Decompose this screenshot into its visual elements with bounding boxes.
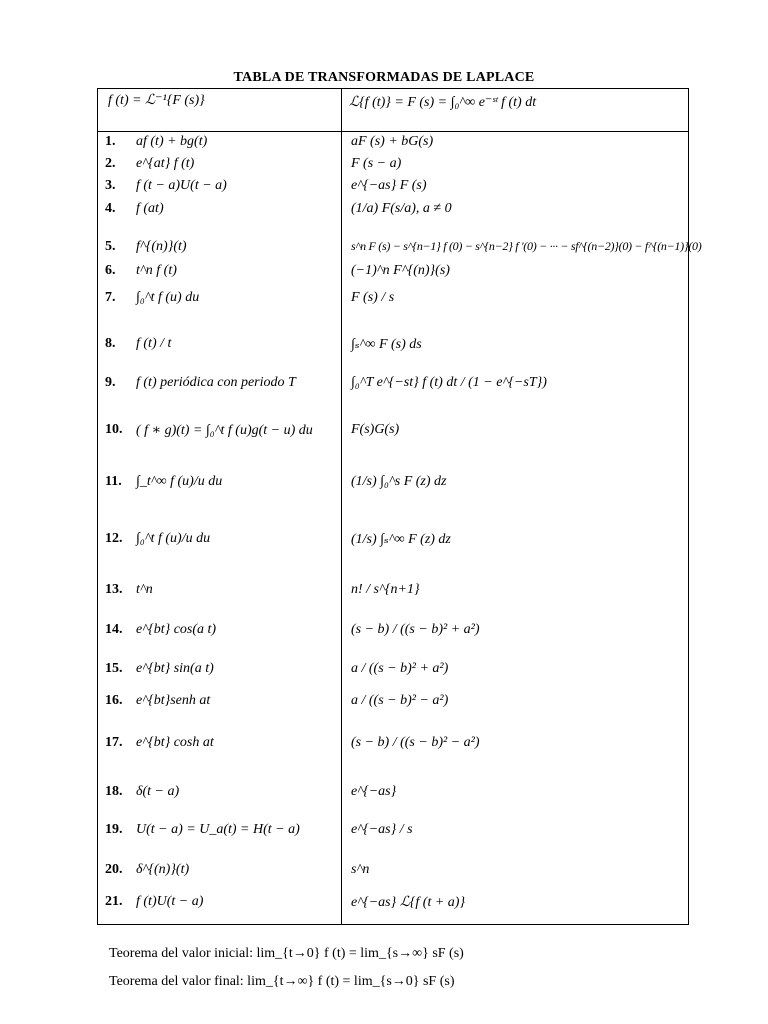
time-function: t^n	[136, 582, 153, 597]
laplace-transform: ∫ₛ^∞ F (s) ds	[351, 337, 422, 352]
time-function: e^{bt} cosh at	[136, 735, 214, 750]
time-function: δ^{(n)}(t)	[136, 862, 190, 877]
laplace-transform: n! / s^{n+1}	[351, 582, 420, 597]
row-number: 1.	[105, 134, 116, 149]
laplace-transform: s^n F (s) − s^{n−1} f (0) − s^{n−2} f '(0) − ··· − sf^{(n−2)}(0) − f^{(n−1)}(0)	[351, 239, 702, 253]
row-number: 13.	[105, 582, 123, 597]
laplace-transform: F (s − a)	[351, 156, 402, 171]
row-number: 12.	[105, 531, 123, 546]
laplace-transform: (1/s) ∫₀^s F (z) dz	[351, 474, 447, 489]
time-function: ∫₀^t f (u) du	[136, 290, 200, 305]
row-number: 17.	[105, 735, 123, 750]
laplace-transform: F (s) / s	[351, 290, 395, 305]
laplace-transform: ∫₀^T e^{−st} f (t) dt / (1 − e^{−sT})	[351, 375, 547, 390]
column-divider	[341, 88, 342, 925]
time-function: U(t − a) = U_a(t) = H(t − a)	[136, 822, 300, 837]
laplace-transform: e^{−as} F (s)	[351, 178, 427, 193]
laplace-transform: (−1)^n F^{(n)}(s)	[351, 263, 450, 278]
time-function: e^{bt}senh at	[136, 693, 211, 708]
row-number: 14.	[105, 622, 123, 637]
row-number: 8.	[105, 336, 116, 351]
header-divider	[97, 131, 689, 132]
row-number: 16.	[105, 693, 123, 708]
time-function: f (t) periódica con periodo T	[136, 375, 296, 390]
laplace-transform: a / ((s − b)² + a²)	[351, 661, 449, 676]
time-function: t^n f (t)	[136, 263, 177, 278]
laplace-transform: e^{−as} ℒ{f (t + a)}	[351, 895, 466, 910]
time-function: ( f ∗ g)(t) = ∫₀^t f (u)g(t − u) du	[136, 423, 313, 438]
page-title: TABLA DE TRANSFORMADAS DE LAPLACE	[233, 70, 535, 85]
time-function: e^{bt} cos(a t)	[136, 622, 217, 637]
row-number: 15.	[105, 661, 123, 676]
laplace-transform: a / ((s − b)² − a²)	[351, 693, 449, 708]
row-number: 5.	[105, 239, 116, 254]
laplace-transform: F(s)G(s)	[351, 422, 400, 437]
time-function: e^{bt} sin(a t)	[136, 661, 214, 676]
time-function: f (at)	[136, 201, 164, 216]
row-number: 6.	[105, 263, 116, 278]
row-number: 18.	[105, 784, 123, 799]
row-number: 9.	[105, 375, 116, 390]
row-number: 21.	[105, 894, 123, 909]
row-number: 2.	[105, 156, 116, 171]
time-function: ∫₀^t f (u)/u du	[136, 531, 211, 546]
time-function: e^{at} f (t)	[136, 156, 195, 171]
time-function: δ(t − a)	[136, 784, 180, 799]
time-function: f (t)U(t − a)	[136, 894, 204, 909]
laplace-transform: (s − b) / ((s − b)² − a²)	[351, 735, 480, 750]
laplace-transform: s^n	[351, 862, 370, 877]
row-number: 3.	[105, 178, 116, 193]
laplace-transform: e^{−as}	[351, 784, 397, 799]
final-value-theorem: Teorema del valor final: lim_{t→∞} f (t) = lim_{s→0} sF (s)	[109, 974, 455, 989]
laplace-transform: aF (s) + bG(s)	[351, 134, 434, 149]
time-function: ∫_t^∞ f (u)/u du	[136, 474, 223, 489]
laplace-transform: (s − b) / ((s − b)² + a²)	[351, 622, 480, 637]
row-number: 11.	[105, 474, 122, 489]
time-function: f (t − a)U(t − a)	[136, 178, 227, 193]
row-number: 10.	[105, 422, 123, 437]
row-number: 20.	[105, 862, 123, 877]
initial-value-theorem: Teorema del valor inicial: lim_{t→0} f (t) = lim_{s→∞} sF (s)	[109, 946, 464, 961]
time-function: f (t) / t	[136, 336, 172, 351]
header-right: ℒ{f (t)} = F (s) = ∫₀^∞ e⁻ˢᵗ f (t) dt	[349, 95, 537, 110]
row-number: 4.	[105, 201, 116, 216]
time-function: af (t) + bg(t)	[136, 134, 208, 149]
header-left: f (t) = ℒ⁻¹{F (s)}	[108, 93, 205, 108]
time-function: f^{(n)}(t)	[136, 239, 187, 254]
laplace-transform: (1/a) F(s/a), a ≠ 0	[351, 201, 452, 216]
row-number: 7.	[105, 290, 116, 305]
laplace-transform: (1/s) ∫ₛ^∞ F (z) dz	[351, 532, 451, 547]
laplace-transform: e^{−as} / s	[351, 822, 413, 837]
row-number: 19.	[105, 822, 123, 837]
